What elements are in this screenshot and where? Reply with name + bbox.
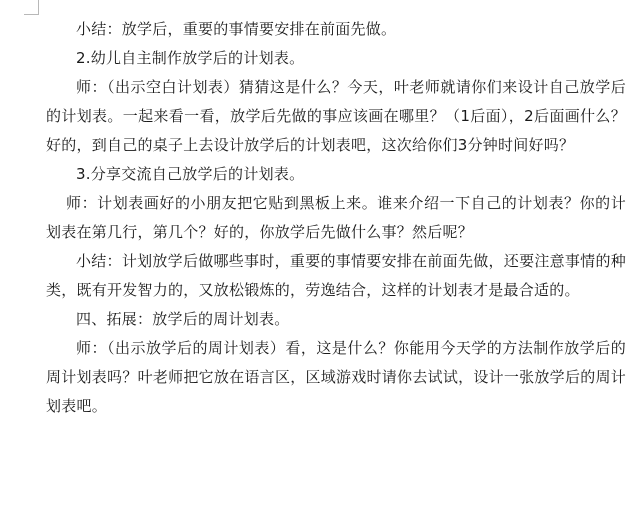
teacher-paragraph-1[interactable]: 师：（出示空白计划表）猜猜这是什么？今天，叶老师就请你们来设计自己放学后的计划表。一起来看一看，放学后先做的事应该画在哪里？（1后面），2后面画什么？好的，到自己的桌子上去设计放学后的计划表吧，这次给你们3分钟时间好吗？ xyxy=(46,78,626,154)
summary-paragraph-2[interactable]: 小结：计划放学后做哪些事时，重要的事情要安排在前面先做，还要注意事情的种类，既有开发智力的，又放松锻炼的，劳逸结合，这样的计划表才是最合适的。 xyxy=(46,252,626,299)
teacher-paragraph-3[interactable]: 师：（出示放学后的周计划表）看，这是什么？你能用今天学的方法制作放学后的周计划表吗？叶老师把它放在语言区，区域游戏时请你去试试，设计一张放学后的周计划表吧。 xyxy=(46,339,626,415)
step-heading-3[interactable]: 3.分享交流自己放学后的计划表。 xyxy=(76,165,305,183)
document-body[interactable] xyxy=(46,15,626,421)
summary-paragraph-1[interactable]: 小结：放学后，重要的事情要安排在前面先做。 xyxy=(76,20,397,38)
section-heading-extension[interactable]: 四、拓展：放学后的周计划表。 xyxy=(76,310,290,328)
step-heading-2[interactable]: 2.幼儿自主制作放学后的计划表。 xyxy=(76,49,305,67)
page-corner-mark xyxy=(24,0,39,15)
teacher-paragraph-2[interactable]: 师：计划表画好的小朋友把它贴到黑板上来。谁来介绍一下自己的计划表？你的计划表在第几行，第几个？好的，你放学后先做什么事？然后呢？ xyxy=(46,194,626,241)
